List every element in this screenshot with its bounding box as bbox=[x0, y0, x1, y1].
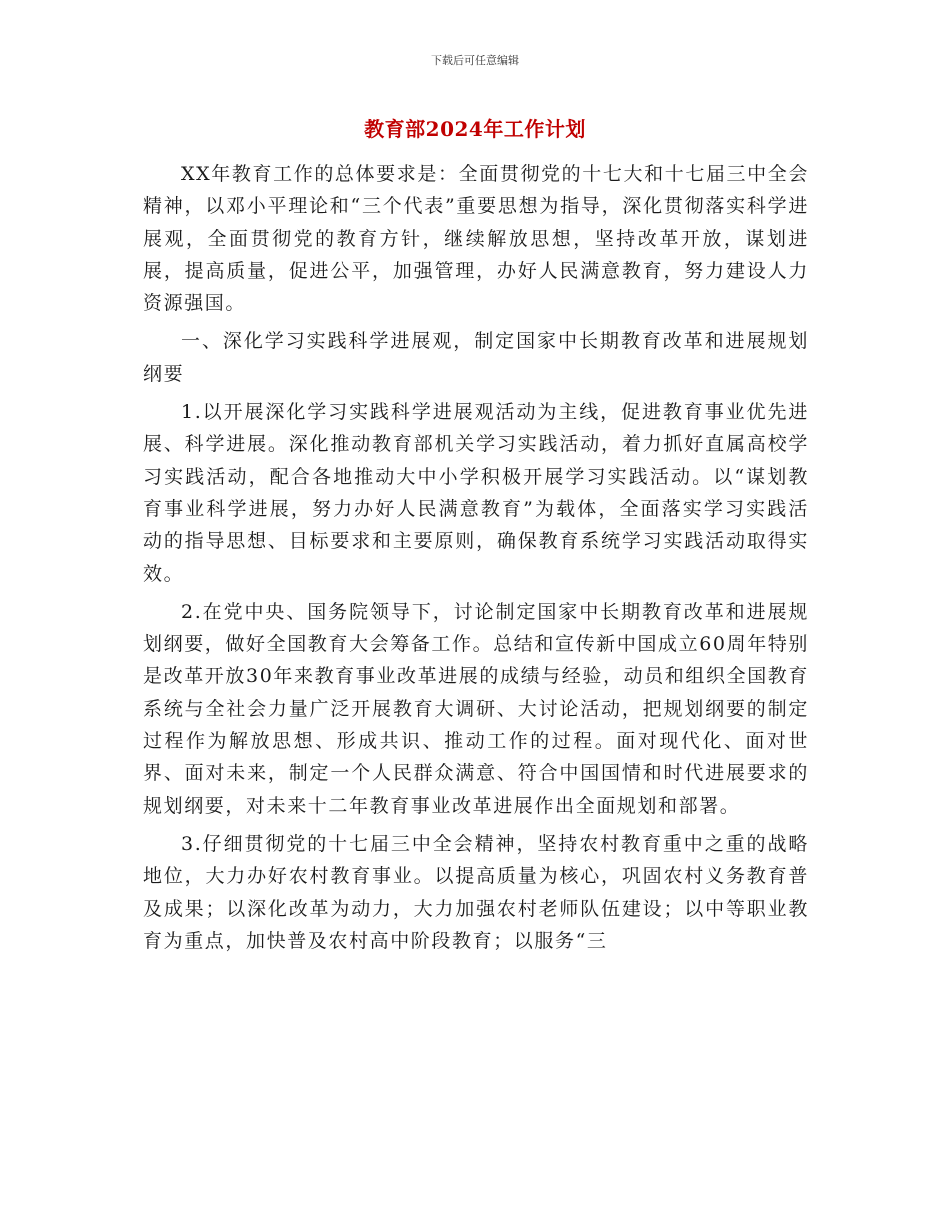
document-title: 教育部2024年工作计划 bbox=[364, 117, 586, 141]
document-body bbox=[143, 158, 809, 957]
paragraph-item-3: 3.仔细贯彻党的十七届三中全会精神，坚持农村教育重中之重的战略地位，大力办好农村教育事业。以提高质量为核心，巩固农村义务教育普及成果；以深化改革为动力，大力加强农村老师队伍建设；以中等职业教育为重点，加快普及农村高中阶段教育；以服务“三 bbox=[143, 832, 809, 952]
paragraph-item-2: 2.在党中央、国务院领导下，讨论制定国家中长期教育改革和进展规划纲要，做好全国教育大会筹备工作。总结和宣传新中国成立60周年特别是改革开放30年来教育事业改革进展的成绩与经验，动员和组织全国教育系统与全社会力量广泛开展教育大调研、大讨论活动，把规划纲要的制定过程作为解放思想、形成共识、推动工作的过程。面对现代化、面对世界、面对未来，制定一个人民群众满意、符合中国国情和时代进展要求的规划纲要，对未来十二年教育事业改革进展作出全面规划和部署。 bbox=[143, 600, 809, 817]
page-header-note: 下载后可任意编辑 bbox=[431, 54, 519, 67]
paragraph-general-requirements: XX年教育工作的总体要求是：全面贯彻党的十七大和十七届三中全会精神，以邓小平理论和“三个代表”重要思想为指导，深化贯彻落实科学进展观，全面贯彻党的教育方针，继续解放思想，坚持改革开放，谋划进展，提高质量，促进公平，加强管理，办好人民满意教育，努力建设人力资源强国。 bbox=[143, 163, 809, 315]
section-heading-one: 一、深化学习实践科学进展观，制定国家中长期教育改革和进展规划纲要 bbox=[143, 330, 809, 385]
paragraph-item-1: 1.以开展深化学习实践科学进展观活动为主线，促进教育事业优先进展、科学进展。深化推动教育部机关学习实践活动，着力抓好直属高校学习实践活动，配合各地推动大中小学积极开展学习实践活动。以“谋划教育事业科学进展，努力办好人民满意教育”为载体，全面落实学习实践活动的指导思想、目标要求和主要原则，确保教育系统学习实践活动取得实效。 bbox=[143, 401, 809, 585]
